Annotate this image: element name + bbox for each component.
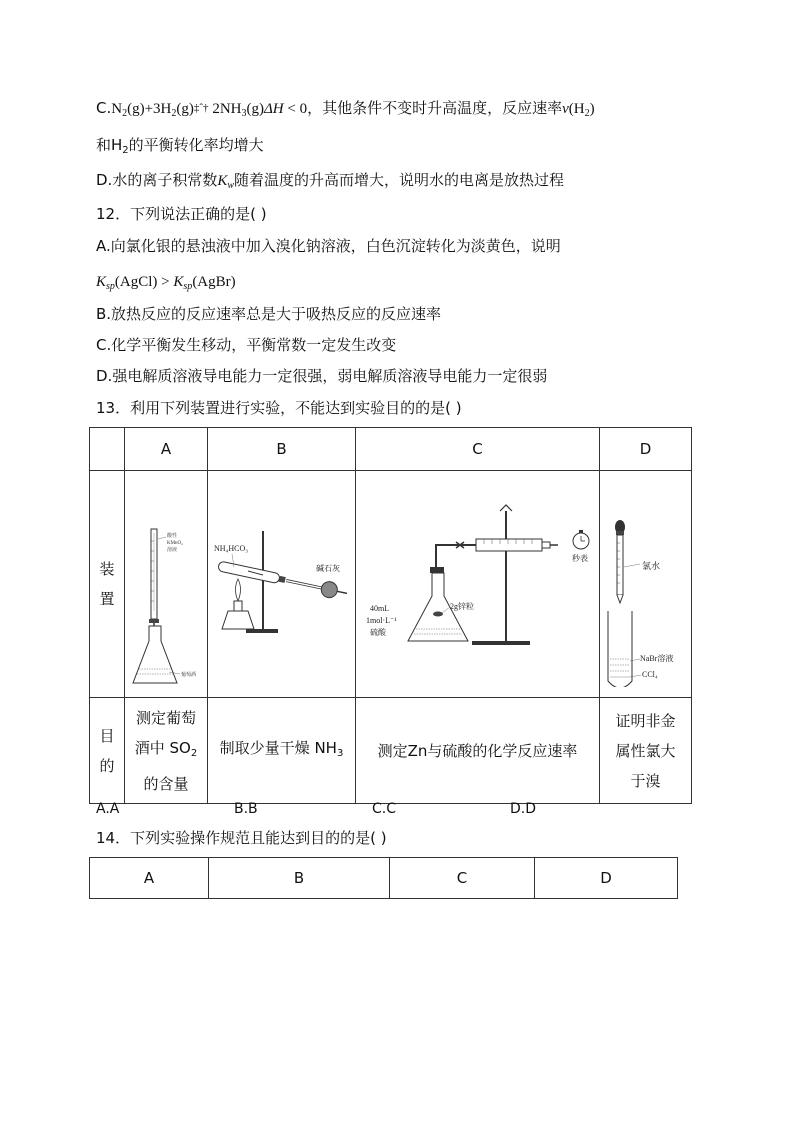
figure-a-cell <box>125 471 208 698</box>
q14-table <box>89 857 678 899</box>
q13-option-d: D.D <box>510 801 537 817</box>
header-b: B <box>208 428 356 471</box>
svg-text:NaBr溶液: NaBr溶液 <box>640 654 674 663</box>
header-c: C <box>356 428 600 471</box>
ammonia-preparation-figure <box>208 471 355 687</box>
q13-table <box>89 427 692 804</box>
corner-cell <box>90 428 125 471</box>
svg-text:1mol·L⁻¹: 1mol·L⁻¹ <box>366 616 397 625</box>
q14-header-d: D <box>535 858 678 899</box>
q14-stem: 14．下列实验操作规范且能达到目的的是( ) <box>96 829 387 847</box>
svg-text:碱石灰: 碱石灰 <box>316 564 340 573</box>
svg-text:硫酸: 硫酸 <box>370 628 386 637</box>
q13-option-a: A.A <box>96 801 120 817</box>
q11-option-c-line2: 和$H_2$的平衡转化率均增大 <box>96 136 264 156</box>
svg-text:氯水: 氯水 <box>642 561 661 571</box>
goal-b: 制取少量干燥 $NH_3$ <box>208 698 356 804</box>
q12-option-c: C.化学平衡发生移动，平衡常数一定发生改变 <box>96 336 397 354</box>
svg-text:KMnO₄: KMnO₄ <box>167 541 183 546</box>
figure-b-cell <box>208 471 356 698</box>
q12-stem: 12．下列说法正确的是( ) <box>96 205 267 223</box>
q11-option-c-line1: $C.N_2(g)+3H_2(g)\ddagger ˆ\dagger$ $2NH_3(g)\Delta H < 0$，其他条件不变时升高温度，反应速率$v(H_2)$ <box>96 99 595 119</box>
svg-text:CCl₄: CCl₄ <box>642 670 658 679</box>
titration-apparatus-figure <box>125 471 207 687</box>
svg-text:NH₄HCO₃: NH₄HCO₃ <box>214 544 249 553</box>
q13-stem: 13．利用下列装置进行实验，不能达到实验目的的是( ) <box>96 399 462 417</box>
header-a: A <box>125 428 208 471</box>
q12-option-d: D.强电解质溶液导电能力一定很强，弱电解质溶液导电能力一定很弱 <box>96 367 548 385</box>
q14-header-a: A <box>90 858 209 899</box>
svg-text:葡萄酒: 葡萄酒 <box>181 673 197 678</box>
reaction-rate-figure <box>356 471 599 687</box>
halogen-displacement-figure <box>600 471 691 687</box>
q14-header-b: B <box>209 858 390 899</box>
q13-option-c: C.C <box>372 801 397 817</box>
q14-header-c: C <box>390 858 535 899</box>
goal-a: 测定葡萄 酒中 $SO_2$ 的含量 <box>125 698 208 804</box>
svg-text:溶液: 溶液 <box>167 548 178 553</box>
figure-c-cell <box>356 471 600 698</box>
option-label: C. <box>96 99 112 117</box>
q12-option-b: B.放热反应的反应速率总是大于吸热反应的反应速率 <box>96 305 442 323</box>
figure-d-cell <box>600 471 692 698</box>
q12-option-a-line2: $K_{sp}(AgCl)$ > $K_{sp}(AgBr)$ <box>96 274 236 292</box>
q12-option-a-line1: A.向氯化银的悬浊液中加入溴化钠溶液，白色沉淀转化为淡黄色，说明 <box>96 237 561 255</box>
q13-option-b: B.B <box>234 801 258 817</box>
formula: $N_2(g)+3H_2(g)\ddagger ˆ\dagger$ $2NH_3(g)\Delta H < 0$ <box>111 101 308 119</box>
row-label-goal: 目 的 <box>90 698 125 804</box>
header-d: D <box>600 428 692 471</box>
goal-d: 证明非金 属性氯大 于溴 <box>600 698 692 804</box>
svg-text:2g锌粒: 2g锌粒 <box>450 602 474 611</box>
svg-text:酸性: 酸性 <box>167 534 178 539</box>
svg-text:40mL: 40mL <box>370 604 390 613</box>
row-label-device: 装 置 <box>90 471 125 698</box>
svg-text:秒表: 秒表 <box>572 554 588 563</box>
goal-c: 测定Zn与硫酸的化学反应速率 <box>356 698 600 804</box>
q11-option-d: D.水的离子积常数$K_w$随着温度的升高而增大，说明水的电离是放热过程 <box>96 171 565 191</box>
